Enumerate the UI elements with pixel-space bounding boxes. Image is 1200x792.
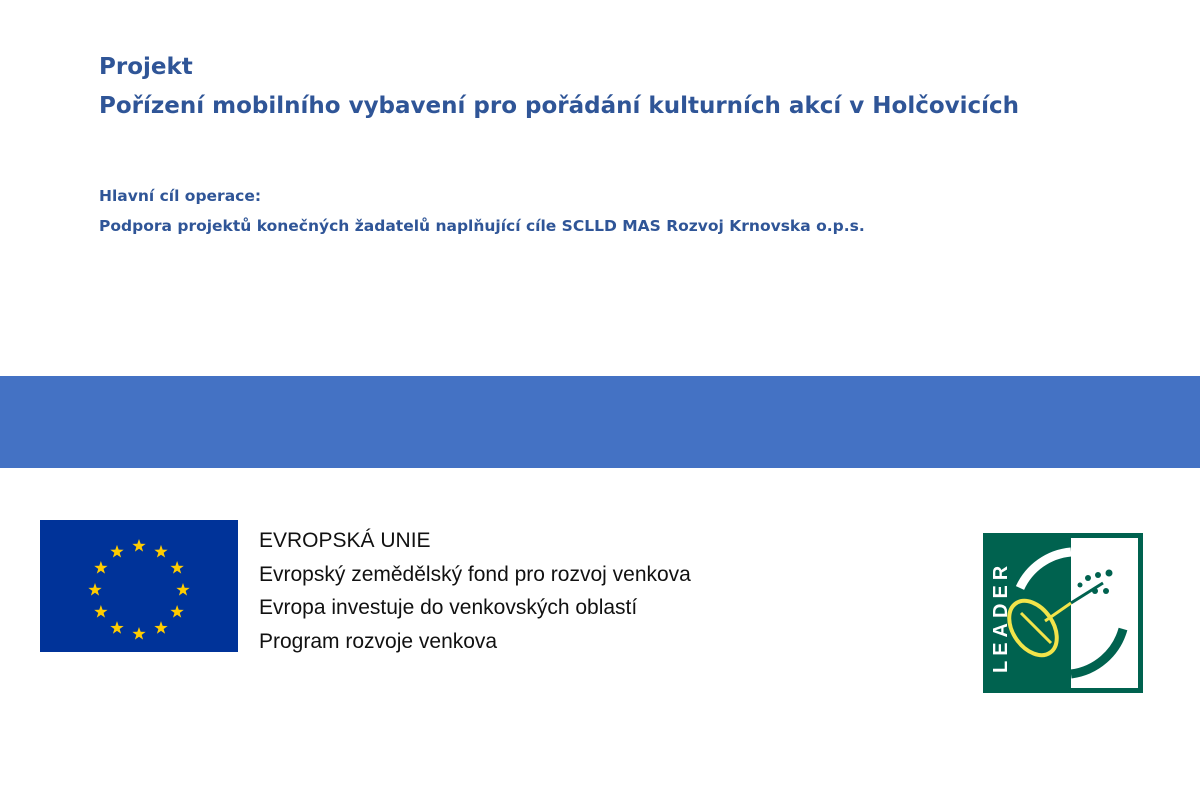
leader-logo-icon bbox=[983, 533, 1143, 693]
eu-line: EVROPSKÁ UNIE bbox=[259, 529, 431, 552]
eu-line: Program rozvoje venkova bbox=[259, 629, 498, 653]
eu-line: Evropský zemědělský fond pro rozvoj venkova bbox=[259, 562, 691, 586]
goal-text: Podpora projektů konečných žadatelů naplňující cíle SCLLD MAS Rozvoj Krnovska o.p.s. bbox=[99, 217, 865, 235]
project-label: Projekt bbox=[99, 54, 193, 80]
leader-logo-text: LEADER bbox=[990, 560, 1012, 673]
goal-label: Hlavní cíl operace: bbox=[99, 187, 262, 205]
eu-flag-icon bbox=[40, 520, 238, 652]
blue-band-divider bbox=[0, 376, 1200, 468]
project-title: Pořízení mobilního vybavení pro pořádání kulturních akcí v Holčovicích bbox=[99, 93, 1020, 119]
eu-line: Evropa investuje do venkovských oblastí bbox=[259, 596, 638, 619]
eu-funding-text bbox=[259, 524, 691, 658]
